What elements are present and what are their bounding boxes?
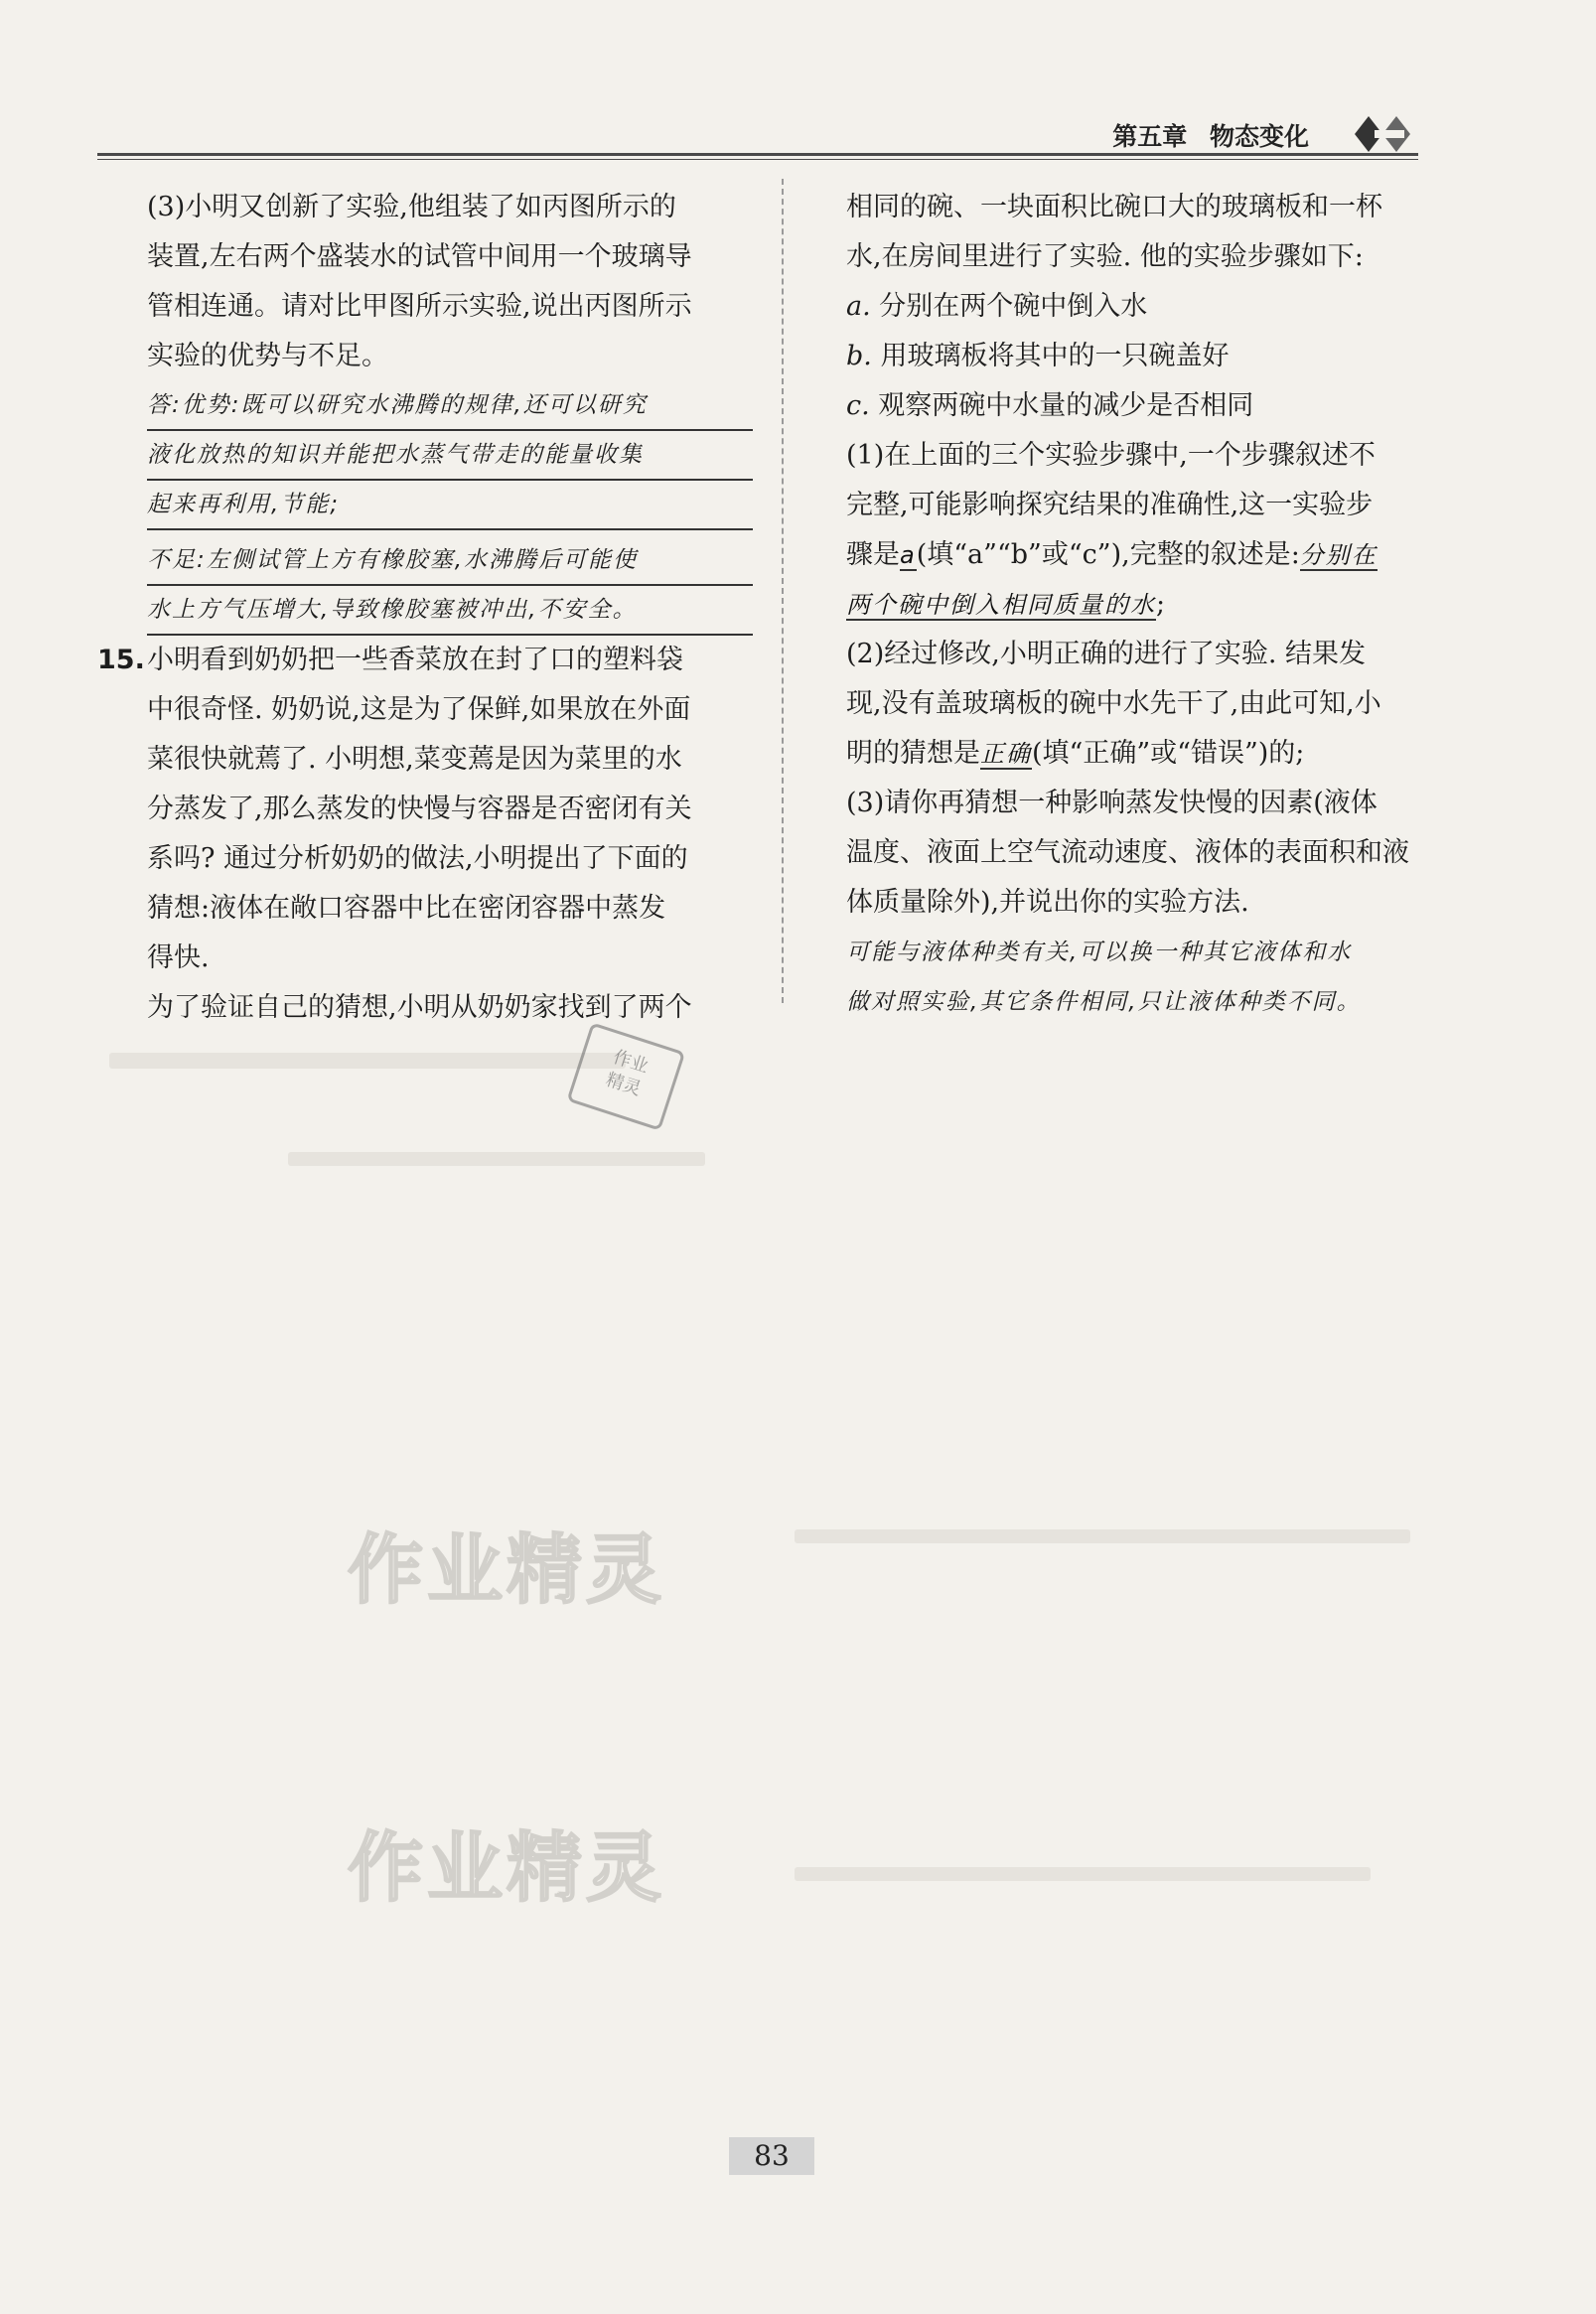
handwritten-answer: 正确 — [980, 740, 1032, 768]
handwritten-answer-disadvantage — [147, 536, 753, 636]
step-b — [846, 332, 1447, 381]
chapter-title — [1112, 117, 1309, 153]
step-c — [846, 381, 1447, 431]
handwritten-answer-s3 — [846, 928, 1447, 1027]
answer-line: 水上方气压增大,导致橡胶塞被冲出,不安全。 — [147, 586, 753, 636]
column-divider — [782, 179, 784, 1003]
answer-line: 起来再利用,节能; — [147, 481, 753, 530]
question-15 — [97, 636, 753, 1033]
answer-line: 不足:左侧试管上方有橡胶塞,水沸腾后可能使 — [147, 536, 753, 586]
bleed-through — [795, 1529, 1410, 1543]
q3-line: (3)小明又创新了实验,他组装了如丙图所示的 — [147, 192, 676, 222]
q15-line: 中很奇怪. 奶奶说,这是为了保鲜,如果放在外面 — [147, 694, 691, 725]
sub2-line3 — [846, 729, 1447, 779]
sub2-line: (2)经过修改,小明正确的进行了实验. 结果发 — [846, 639, 1366, 669]
bleed-through — [109, 1053, 626, 1069]
sub2-line: 现,没有盖玻璃板的碗中水先干了,由此可知,小 — [846, 688, 1381, 719]
header-rule-thin — [97, 159, 1418, 160]
text: 明的猜想是 — [846, 738, 980, 769]
handwritten-answer: 两个碗中倒入相同质量的水 — [846, 591, 1156, 619]
q15-line: 得快. — [147, 942, 210, 973]
chapter-logo-icon — [1349, 112, 1418, 156]
page-header — [97, 107, 1418, 157]
sub3-line: (3)请你再猜想一种影响蒸发快慢的因素(液体 — [846, 788, 1378, 818]
q15-line: 为了验证自己的猜想,小明从奶奶家找到了两个 — [147, 992, 692, 1023]
answer-line: 答:优势:既可以研究水沸腾的规律,还可以研究 — [147, 381, 753, 431]
seal-stamp-icon — [556, 1023, 695, 1132]
handwritten-answer: 分别在 — [1299, 541, 1378, 569]
bleed-through — [288, 1152, 705, 1166]
q15-line: 分蒸发了,那么蒸发的快慢与容器是否密闭有关 — [147, 794, 692, 824]
text: (填“a”“b”或“c”),完整的叙述是: — [916, 539, 1300, 570]
question-number: 15. — [97, 645, 145, 675]
handwritten-answer: a — [900, 541, 917, 569]
left-column — [97, 183, 753, 1033]
watermark: 作业精灵 — [348, 1823, 665, 1912]
seal-text: 作业 — [610, 1046, 652, 1078]
q3-line: 装置,左右两个盛装水的试管中间用一个玻璃导 — [147, 241, 692, 272]
watermark: 作业精灵 — [348, 1525, 665, 1614]
step-a — [846, 282, 1447, 332]
text: (填“正确”或“错误”)的; — [1032, 738, 1305, 769]
q3-line: 实验的优势与不足。 — [147, 341, 388, 371]
handwritten-answer-advantage — [147, 381, 753, 530]
q3-line: 管相连通。请对比甲图所示实验,说出丙图所示 — [147, 291, 692, 322]
answer-line: 可能与液体种类有关,可以换一种其它液体和水 — [846, 940, 1353, 965]
q15-line: 系吗? 通过分析奶奶的做法,小明提出了下面的 — [147, 843, 688, 874]
chapter-label: 第五章 — [1112, 122, 1188, 151]
sub3-line: 温度、液面上空气流动速度、液体的表面积和液 — [846, 837, 1409, 868]
step-text: 用玻璃板将其中的一只碗盖好 — [871, 341, 1230, 371]
q15-line: 菜很快就蔫了. 小明想,菜变蔫是因为菜里的水 — [147, 744, 682, 775]
step-text: 分别在两个碗中倒入水 — [870, 291, 1148, 322]
sub1-line4 — [846, 580, 1447, 630]
answer-line: 液化放热的知识并能把水蒸气带走的能量收集 — [147, 431, 753, 481]
sub1-line3 — [846, 530, 1447, 580]
step-label: c. — [846, 390, 870, 421]
page-number: 83 — [729, 2137, 814, 2175]
right-column — [846, 183, 1447, 1027]
header-rule — [97, 153, 1418, 156]
sub1-line: 完整,可能影响探究结果的准确性,这一实验步 — [846, 490, 1374, 520]
answer-line: 做对照实验,其它条件相同,只让液体种类不同。 — [846, 989, 1362, 1015]
intro-line: 水,在房间里进行了实验. 他的实验步骤如下: — [846, 241, 1364, 272]
text: 骤是 — [846, 539, 900, 570]
chapter-name: 物态变化 — [1209, 122, 1309, 151]
q15-line: 猜想:液体在敞口容器中比在密闭容器中蒸发 — [147, 893, 666, 924]
bleed-through — [795, 1867, 1371, 1881]
text: ; — [1156, 589, 1166, 620]
sub1-line: (1)在上面的三个实验步骤中,一个步骤叙述不 — [846, 440, 1376, 471]
seal-text: 精灵 — [603, 1069, 645, 1100]
step-label: a. — [846, 291, 871, 322]
sub3-line: 体质量除外),并说出你的实验方法. — [846, 887, 1249, 918]
step-text: 观察两碗中水量的减少是否相同 — [869, 390, 1254, 421]
q15-line: 小明看到奶奶把一些香菜放在封了口的塑料袋 — [147, 645, 683, 675]
step-label: b. — [846, 341, 872, 371]
intro-line: 相同的碗、一块面积比碗口大的玻璃板和一杯 — [846, 192, 1382, 222]
